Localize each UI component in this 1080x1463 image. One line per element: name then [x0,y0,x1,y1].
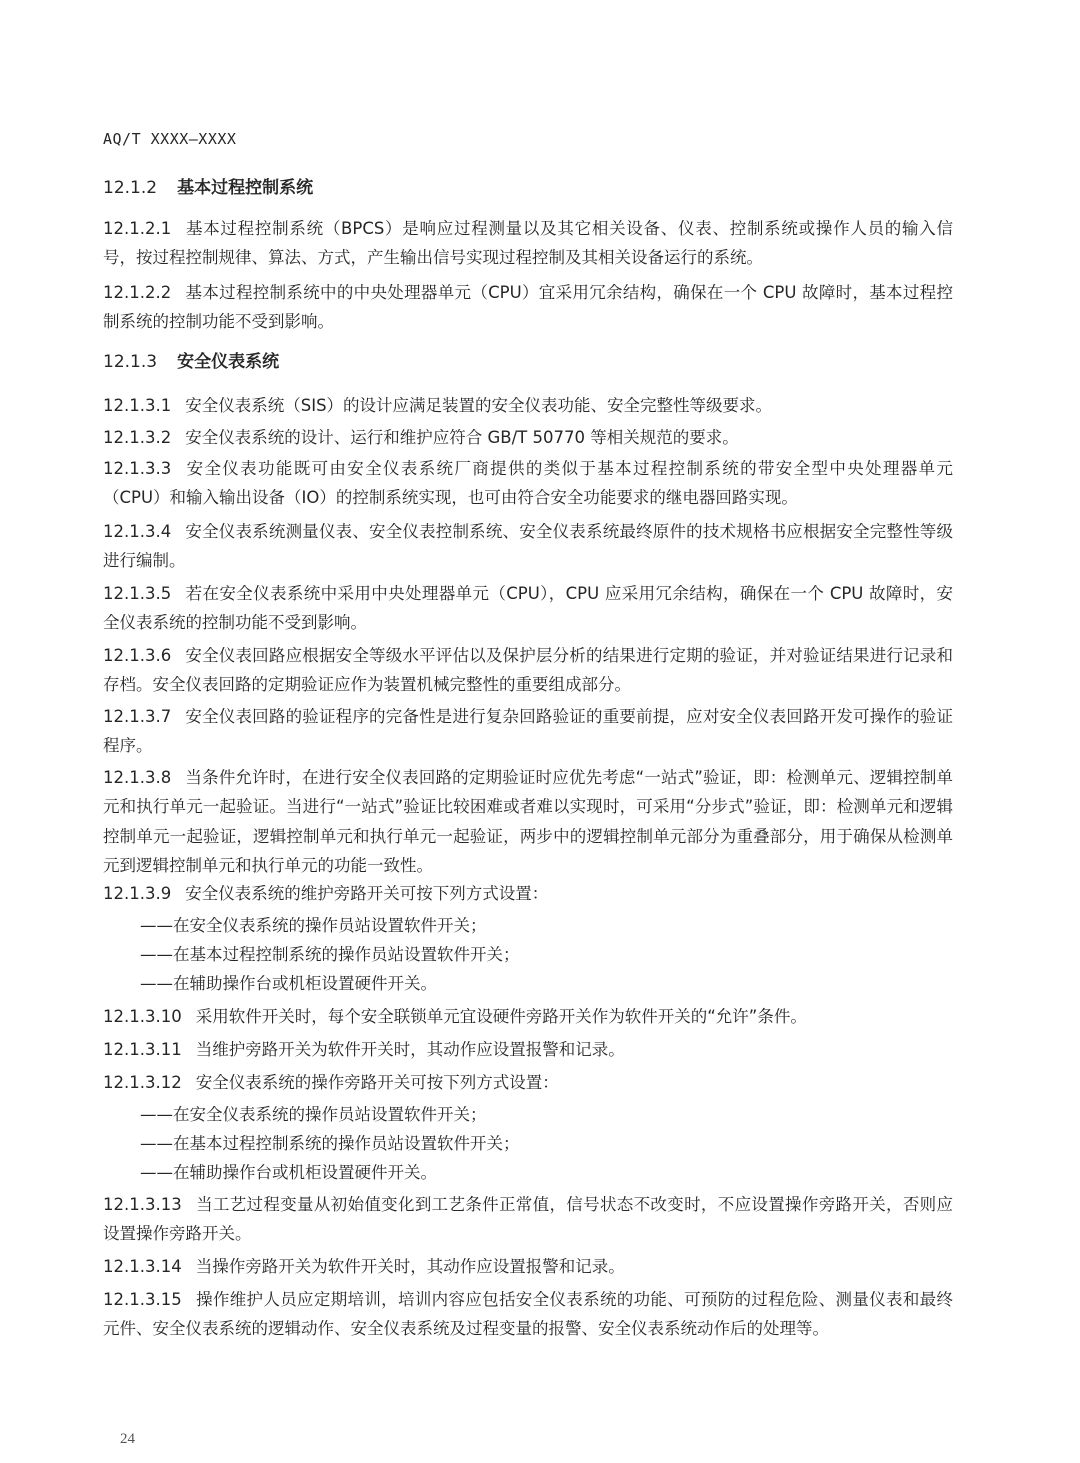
clause-number: 12.1.3.11 [103,1040,182,1059]
clause-text: 安全仪表回路应根据安全等级水平评估以及保护层分析的结果进行定期的验证，并对验证结果进行记录和存档。安全仪表回路的定期验证应作为装置机械完整性的重要组成部分。 [103,646,953,695]
clause [103,1190,953,1249]
clause-number: 12.1.3.2 [103,428,172,447]
list-item: ——在辅助操作台或机柜设置硬件开关。 [140,1163,437,1182]
section-number: 12.1.3 [103,352,158,372]
section-title: 安全仪表系统 [177,352,280,372]
clause [103,423,953,452]
clause-text: 安全仪表系统（SIS）的设计应满足装置的安全仪表功能、安全完整性等级要求。 [185,396,773,415]
clause [103,1252,953,1281]
section-heading [103,174,953,203]
section-heading [103,348,953,377]
clause-number: 12.1.3.9 [103,884,172,903]
clause-text: 操作维护人员应定期培训，培训内容应包括安全仪表系统的功能、可预防的过程危险、测量仪表和最终元件、安全仪表系统的逻辑动作、安全仪表系统及过程变量的报警、安全仪表系统动作后的处理等。 [103,1290,953,1339]
clause-number: 12.1.3.15 [103,1290,182,1309]
section-number: 12.1.2 [103,178,158,198]
clause [103,641,953,700]
clause [103,1035,953,1064]
clause-text: 安全仪表回路的验证程序的完备性是进行复杂回路验证的重要前提，应对安全仪表回路开发可操作的验证程序。 [103,707,953,756]
clause-text: 若在安全仪表系统中采用中央处理器单元（CPU），CPU 应采用冗余结构，确保在一个 CPU 故障时，安全仪表系统的控制功能不受到影响。 [103,584,953,633]
clause [103,517,953,576]
clause-text: 当条件允许时，在进行安全仪表回路的定期验证时应优先考虑“一站式”验证，即：检测单元、逻辑控制单元和执行单元一起验证。当进行“一站式”验证比较困难或者难以实现时，可采用“分步式”验证，即：检测单元和逻辑控制单元一起验证，逻辑控制单元和执行单元一起验证，两步中的逻辑控制单元部分为重叠部分，用于确保从检测单元到逻辑控制单元和执行单元的功能一致性。 [103,768,953,875]
clause-text: 当工艺过程变量从初始值变化到工艺条件正常值，信号状态不改变时，不应设置操作旁路开关，否则应设置操作旁路开关。 [103,1195,953,1244]
clause [103,702,953,761]
clause [103,1068,953,1097]
clause-text: 安全仪表系统的维护旁路开关可按下列方式设置： [185,884,549,903]
clause-number: 12.1.3.6 [103,646,172,665]
clause-text: 基本过程控制系统（BPCS）是响应过程测量以及其它相关设备、仪表、控制系统或操作人员的输入信号，按过程控制规律、算法、方式，产生输出信号实现过程控制及其相关设备运行的系统。 [103,219,953,268]
clause-text: 当操作旁路开关为软件开关时，其动作应设置报警和记录。 [195,1257,625,1276]
clause-number: 12.1.3.8 [103,768,172,787]
list-item: ——在安全仪表系统的操作员站设置软件开关； [140,1105,487,1124]
clause-number: 12.1.3.5 [103,584,172,603]
section-title: 基本过程控制系统 [177,178,314,198]
clause-number: 12.1.2.2 [103,283,172,302]
clause [103,879,953,908]
clause [103,391,953,420]
clause-text: 采用软件开关时，每个安全联锁单元宜设硬件旁路开关作为软件开关的“允许”条件。 [195,1007,807,1026]
clause-number: 12.1.3.1 [103,396,172,415]
clause-text: 当维护旁路开关为软件开关时，其动作应设置报警和记录。 [195,1040,625,1059]
document-code: AQ/T XXXX—XXXX [103,130,237,148]
clause-number: 12.1.3.12 [103,1073,182,1092]
clause-number: 12.1.3.14 [103,1257,182,1276]
clause-number: 12.1.3.7 [103,707,172,726]
clause [103,214,953,273]
clause-number: 12.1.2.1 [103,219,172,238]
clause-text: 安全仪表功能既可由安全仪表系统厂商提供的类似于基本过程控制系统的带安全型中央处理器单元（CPU）和输入输出设备（IO）的控制系统实现，也可由符合安全功能要求的继电器回路实现。 [103,459,953,508]
clause [103,1285,953,1344]
clause-text: 基本过程控制系统中的中央处理器单元（CPU）宜采用冗余结构，确保在一个 CPU 故障时，基本过程控制系统的控制功能不受到影响。 [103,283,953,332]
list-item: ——在辅助操作台或机柜设置硬件开关。 [140,974,437,993]
clause [103,278,953,337]
list-item: ——在安全仪表系统的操作员站设置软件开关； [140,916,487,935]
clause [103,1002,953,1031]
page-number: 24 [120,1431,135,1447]
clause-number: 12.1.3.4 [103,522,172,541]
clause-text: 安全仪表系统的设计、运行和维护应符合 GB/T 50770 等相关规范的要求。 [185,428,739,447]
list-item: ——在基本过程控制系统的操作员站设置软件开关； [140,945,520,964]
clause [103,763,953,880]
clause [103,579,953,638]
clause-number: 12.1.3.3 [103,459,172,478]
clause-text: 安全仪表系统测量仪表、安全仪表控制系统、安全仪表系统最终原件的技术规格书应根据安全完整性等级进行编制。 [103,522,953,571]
clause-text: 安全仪表系统的操作旁路开关可按下列方式设置： [195,1073,559,1092]
list-item: ——在基本过程控制系统的操作员站设置软件开关； [140,1134,520,1153]
clause-number: 12.1.3.13 [103,1195,182,1214]
clause [103,454,953,513]
clause-number: 12.1.3.10 [103,1007,182,1026]
